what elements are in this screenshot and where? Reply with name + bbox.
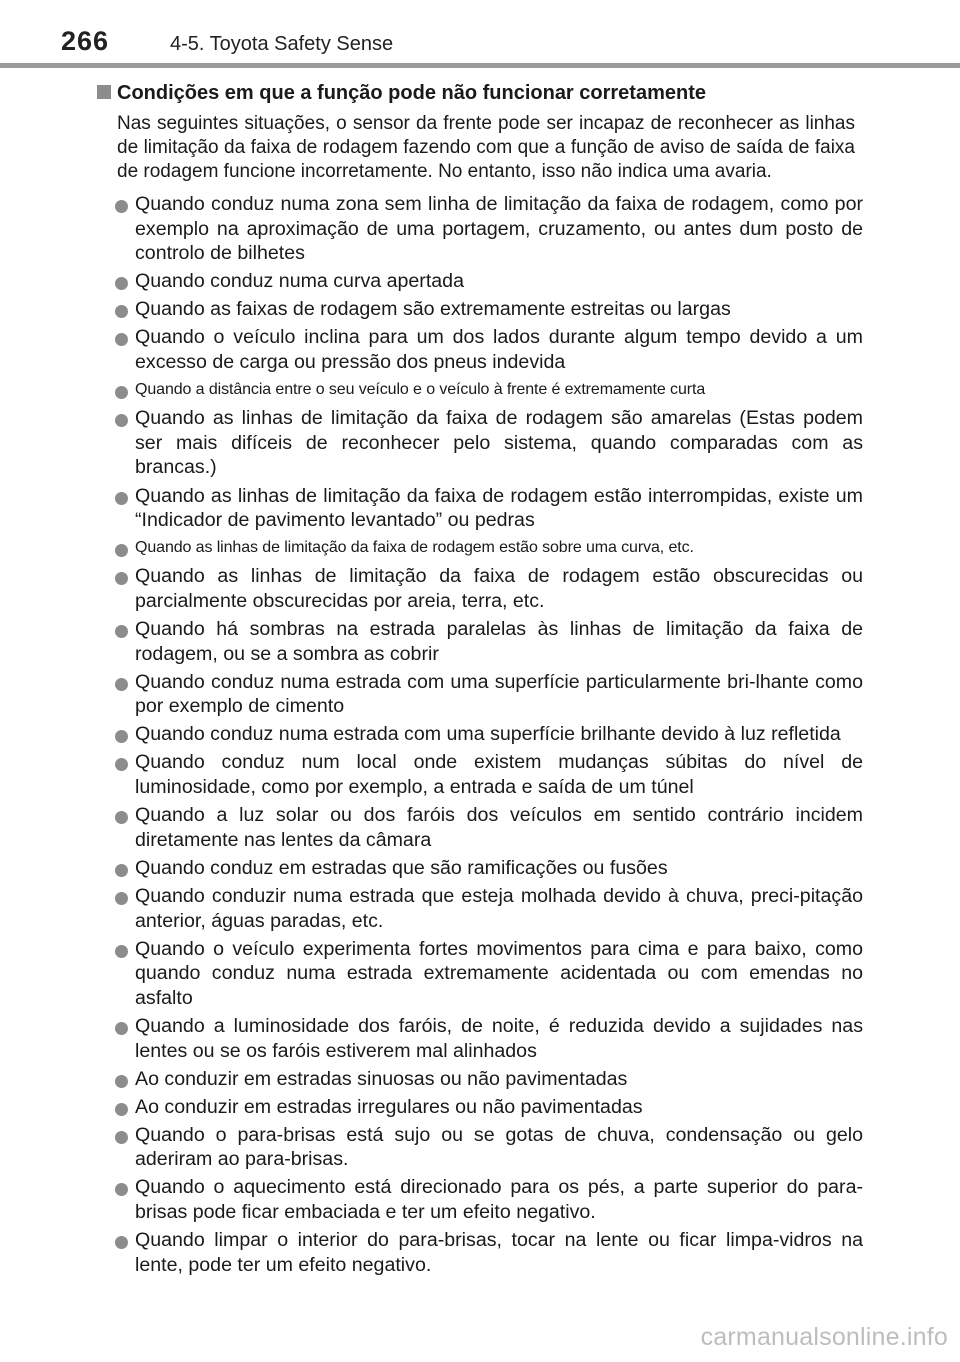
list-item-text: Quando conduz em estradas que são ramificações ou fusões (135, 856, 668, 879)
circle-bullet-icon (115, 811, 128, 824)
condition-list (97, 192, 863, 1277)
circle-bullet-icon (115, 492, 128, 505)
list-item (97, 722, 863, 747)
circle-bullet-icon (115, 333, 128, 346)
list-item (97, 670, 863, 719)
list-item (97, 325, 863, 374)
list-item-text: Quando as linhas de limitação da faixa de rodagem estão obscurecidas ou parcialmente obscurecidas por areia, terra, etc. (135, 565, 863, 612)
list-item-text: Quando o aquecimento está direcionado para os pés, a parte superior do para-brisas pode ficar embaciada e ter um efeito negativo. (135, 1176, 863, 1224)
circle-bullet-icon (115, 892, 128, 905)
circle-bullet-icon (115, 625, 128, 638)
watermark: carmanualsonline.info (700, 1323, 948, 1351)
list-item-text: Quando conduz num local onde existem mudanças súbitas do nível de luminosidade, como por exemplo, a entrada e saída de um túnel (135, 751, 863, 799)
circle-bullet-icon (115, 1103, 128, 1116)
list-item-text: Quando as linhas de limitação da faixa de rodagem estão sobre uma curva, etc. (135, 539, 694, 557)
circle-bullet-icon (115, 678, 128, 691)
circle-bullet-icon (115, 864, 128, 877)
list-item (97, 856, 863, 881)
list-item (97, 1228, 863, 1277)
square-bullet-icon (97, 85, 111, 99)
list-item-text: Ao conduzir em estradas irregulares ou não pavimentadas (135, 1095, 643, 1118)
circle-bullet-icon (115, 414, 128, 427)
circle-bullet-icon (115, 1236, 128, 1249)
heading-text: Condições em que a função pode não funcionar corretamente (117, 82, 706, 104)
circle-bullet-icon (115, 1022, 128, 1035)
list-item (97, 378, 863, 403)
list-item-text: Quando limpar o interior do para-brisas, tocar na lente ou ficar limpa-vidros na lente, pode ter um efeito negativo. (135, 1229, 863, 1276)
list-item-text: Quando a luminosidade dos faróis, de noite, é reduzida devido a sujidades nas lentes ou se os faróis estiverem mal alinhados (135, 1014, 863, 1062)
list-item-text: Quando as linhas de limitação da faixa de rodagem estão interrompidas, existe um “Indicador de pavimento levantado” ou pedras (135, 484, 863, 532)
list-item-text: Quando o veículo inclina para um dos lados durante algum tempo devido a um excesso de carga ou pressão dos pneus indevida (135, 326, 863, 374)
list-item (97, 750, 863, 799)
header-rule (0, 63, 960, 68)
circle-bullet-icon (115, 200, 128, 213)
circle-bullet-icon (115, 305, 128, 318)
circle-bullet-icon (115, 1183, 128, 1196)
circle-bullet-icon (115, 277, 128, 290)
intro-paragraph: Nas seguintes situações, o sensor da frente pode ser incapaz de reconhecer as linhas de limitação da faixa de rodagem fazendo com que a função de aviso de saída de faixa de rodagem funcione incorretamente. No entanto, isso não indica uma avaria. (117, 113, 855, 182)
list-item (97, 617, 863, 666)
list-item-text: Quando conduz numa estrada com uma superfície brilhante devido à luz refletida (135, 723, 841, 746)
section-title: 4-5. Toyota Safety Sense (170, 33, 394, 55)
list-item (97, 192, 863, 266)
list-item-text: Quando conduz numa zona sem linha de limitação da faixa de rodagem, como por exemplo na aproximação de uma portagem, cruzamento, ou antes dum posto de controlo de bilhetes (135, 193, 863, 265)
circle-bullet-icon (115, 572, 128, 585)
circle-bullet-icon (115, 730, 128, 743)
circle-bullet-icon (115, 945, 128, 958)
list-item (97, 536, 863, 561)
circle-bullet-icon (115, 386, 128, 399)
list-item-text: Quando o para-brisas está sujo ou se gotas de chuva, condensação ou gelo aderiram ao para-brisas. (135, 1123, 863, 1171)
circle-bullet-icon (115, 1075, 128, 1088)
list-item-text: Quando há sombras na estrada paralelas às linhas de limitação da faixa de rodagem, ou se a sombra as cobrir (135, 618, 863, 665)
list-item-text: Quando as linhas de limitação da faixa de rodagem são amarelas (Estas podem ser mais difíceis de reconhecer pelo sistema, quando comparadas com as brancas.) (135, 407, 863, 479)
page-header (0, 0, 960, 70)
list-item-text: Quando conduz numa estrada com uma superfície particularmente bri-lhante como por exemplo de cimento (135, 670, 863, 718)
main-content (97, 80, 863, 1281)
circle-bullet-icon (115, 544, 128, 557)
list-item (97, 1175, 863, 1224)
list-item-text: Quando conduzir numa estrada que esteja molhada devido à chuva, preci-pitação anterior, águas paradas, etc. (135, 884, 863, 932)
circle-bullet-icon (115, 758, 128, 771)
list-item (97, 406, 863, 480)
list-item (97, 1067, 863, 1092)
list-item (97, 884, 863, 933)
list-item (97, 564, 863, 613)
list-item (97, 1095, 863, 1120)
list-item (97, 1123, 863, 1172)
list-item-text: Quando as faixas de rodagem são extremamente estreitas ou largas (135, 298, 731, 321)
list-item-text: Ao conduzir em estradas sinuosas ou não pavimentadas (135, 1067, 628, 1090)
list-item (97, 297, 863, 322)
list-item-text: Quando a luz solar ou dos faróis dos veículos em sentido contrário incidem diretamente nas lentes da câmara (135, 804, 863, 851)
list-item-text: Quando a distância entre o seu veículo e o veículo à frente é extremamente curta (135, 381, 706, 399)
list-item (97, 803, 863, 852)
list-item (97, 269, 863, 294)
list-item (97, 937, 863, 1011)
list-item-text: Quando conduz numa curva apertada (135, 270, 464, 293)
list-item-text: Quando o veículo experimenta fortes movimentos para cima e para baixo, como quando conduz numa estrada extremamente acidentada ou com emendas no asfalto (135, 937, 863, 1009)
page-number: 266 (61, 26, 110, 56)
circle-bullet-icon (115, 1131, 128, 1144)
list-item (97, 1014, 863, 1063)
list-item (97, 484, 863, 533)
section-heading (97, 80, 863, 106)
